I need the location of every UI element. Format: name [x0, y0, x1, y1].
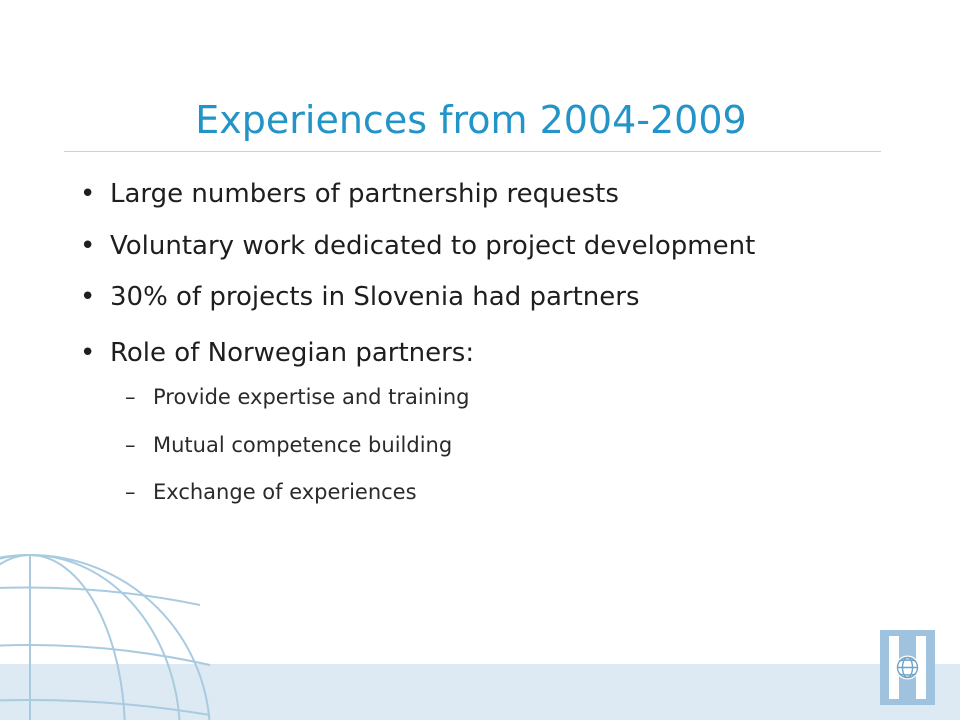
sub-bullet-item — [125, 380, 470, 414]
sub-bullet-text: Mutual competence building — [153, 433, 453, 457]
bullet-text: Voluntary work dedicated to project development — [110, 231, 756, 261]
bullet-text: 30% of projects in Slovenia had partners — [110, 282, 640, 312]
sub-bullet-marker: – — [125, 480, 136, 504]
sub-bullet-item — [125, 428, 452, 462]
bullet-text: Role of Norwegian partners: — [110, 338, 475, 368]
bullet-marker: • — [80, 282, 96, 312]
sub-bullet-marker: – — [125, 433, 136, 457]
bullet-marker: • — [80, 179, 96, 209]
title-divider — [64, 151, 881, 152]
bullet-text: Large numbers of partnership requests — [110, 179, 619, 209]
sub-bullet-text: Exchange of experiences — [153, 480, 417, 504]
bullet-marker: • — [80, 338, 96, 368]
globe-logo-icon — [880, 630, 935, 705]
sub-bullet-marker: – — [125, 385, 136, 409]
bullet-item — [80, 275, 640, 319]
bullet-item — [80, 224, 755, 268]
globe-icon — [0, 545, 260, 720]
bullet-item — [80, 331, 474, 375]
sub-bullet-text: Provide expertise and training — [153, 385, 470, 409]
bullet-item — [80, 172, 619, 216]
slide-title: Experiences from 2004-2009 — [195, 98, 747, 142]
sub-bullet-item — [125, 475, 417, 509]
bullet-marker: • — [80, 231, 96, 261]
